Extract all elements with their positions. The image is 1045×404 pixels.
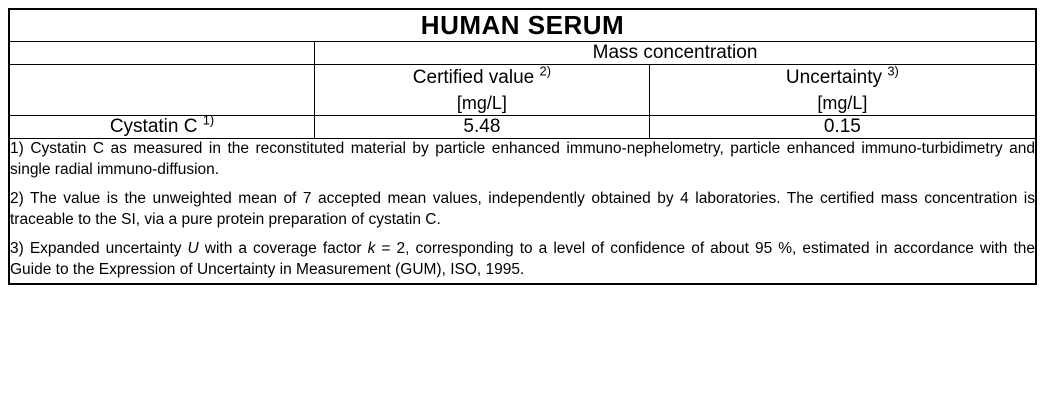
analyte-footnote-marker: 1) (202, 112, 215, 128)
uncertainty-footnote-marker: 3) (887, 63, 899, 79)
corner-blank-cell (9, 42, 315, 65)
uncertainty-label: Uncertainty (785, 67, 883, 88)
footnote-3-number: 3) (10, 240, 24, 258)
footnote-2-number: 2) (10, 190, 24, 208)
uncertainty-value-cell: 0.15 (649, 115, 1036, 138)
uncertainty-unit: [mg/L] (817, 92, 868, 113)
footnote-3-symbol-U: U (187, 240, 199, 258)
column-header-uncertainty (649, 65, 1036, 116)
footnotes-cell (9, 138, 1036, 283)
certified-values-table (8, 8, 1037, 285)
analyte-header-blank-cell (9, 65, 315, 116)
certified-value-unit: [mg/L] (456, 92, 507, 113)
column-header-certified-value (315, 65, 650, 116)
footnote-3 (10, 239, 1035, 280)
table-title: HUMAN SERUM (9, 9, 1036, 42)
certified-value-label: Certified value (412, 67, 535, 88)
certified-value-cell: 5.48 (315, 115, 650, 138)
analyte-name: Cystatin C (109, 115, 198, 137)
footnote-2 (10, 189, 1035, 230)
table-title-row (9, 9, 1036, 42)
analyte-name-cell (9, 112, 315, 138)
footnote-1 (10, 139, 1035, 180)
group-header-mass-concentration: Mass concentration (315, 42, 1036, 65)
footnotes-row (9, 138, 1036, 283)
footnote-2-text: The value is the unweighted mean of 7 accepted mean values, independently obtained by 4 laboratories. The certified mass concentration is traceable to the SI, via a pure protein preparation of cystatin C. (10, 190, 1035, 228)
footnote-3-text-before-U: Expanded uncertainty (29, 240, 188, 258)
footnote-1-number: 1) (10, 139, 24, 157)
table-row (9, 115, 1036, 138)
footnote-3-text-after-k: = 2, corresponding to a level of confidence of about 95 %, estimated in accordance with the Guide to the Expression of Uncertainty in Measurement (GUM), ISO, 1995. (10, 240, 1036, 278)
group-header-row (9, 42, 1036, 65)
footnote-3-symbol-k: k (367, 240, 376, 258)
footnote-1-text: Cystatin C as measured in the reconstituted material by particle enhanced immuno-nephelometry, particle enhanced immuno-turbidimetry and single radial immuno-diffusion. (10, 139, 1036, 178)
footnote-3-text-between: with a coverage factor (198, 240, 368, 258)
certified-value-footnote-marker: 2) (539, 63, 551, 79)
column-header-row (9, 65, 1036, 116)
